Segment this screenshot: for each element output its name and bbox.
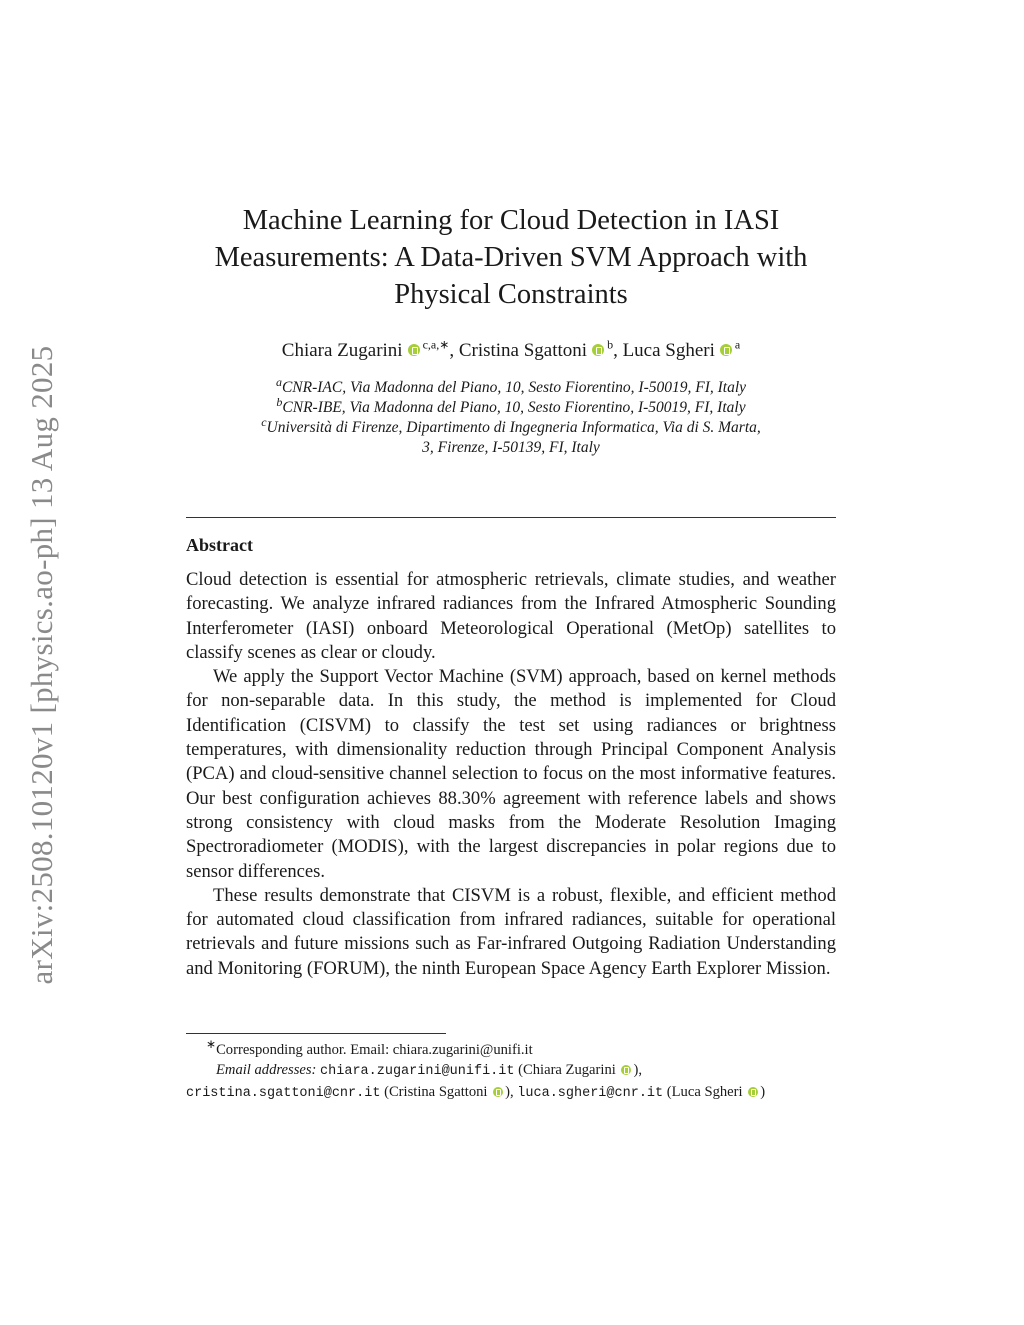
affiliation: $^c$Università di Firenze, Dipartimento di Ingegneria Informatica, Via di S. Marta, bbox=[261, 414, 761, 436]
orcid-icon[interactable] bbox=[621, 1065, 631, 1075]
author-affiliation-marks: a bbox=[734, 337, 741, 352]
arxiv-identifier-stamp: arXiv:2508.10120v1 [physics.ao-ph] 13 Aug 2025 bbox=[24, 345, 59, 985]
affiliation: 3, Firenze, I-50139, FI, Italy bbox=[422, 439, 600, 456]
abstract-paragraph: Cloud detection is essential for atmospheric retrievals, climate studies, and weather forecasting. We analyze infrared radiances from the Infrared Atmospheric Sounding Interferometer (IASI) onboard Meteorological Operational (MetOp) satellites to classify scenes as clear or cloudy. bbox=[186, 569, 836, 663]
email-label: Email addresses: bbox=[216, 1062, 317, 1078]
affiliation: $^a$CNR-IAC, Via Madonna del Piano, 10, Sesto Fiorentino, I-50019, FI, Italy bbox=[275, 374, 747, 396]
title-line: Measurements: A Data-Driven SVM Approach with bbox=[214, 242, 808, 273]
email-addresses-footnote: Email addresses: chiara.zugarini@unifi.it (Chiara Zugarini ), cristina.sgattoni@cnr.it (Cristina Sgattoni ), luca.sgheri@cnr.it (Luca Sgheri ) bbox=[186, 1062, 766, 1101]
orcid-icon[interactable] bbox=[592, 344, 604, 356]
author-list: Chiara Zugarini $^{c,a,∗}$, Cristina Sgattoni $^b$, Luca Sgheri $^a$ bbox=[281, 337, 741, 361]
title-line: Machine Learning for Cloud Detection in IASI bbox=[242, 205, 780, 236]
abstract-body bbox=[186, 568, 836, 981]
orcid-icon[interactable] bbox=[408, 344, 420, 356]
orcid-icon[interactable] bbox=[720, 344, 732, 356]
author-affiliation-marks: b bbox=[607, 337, 614, 352]
paper-title bbox=[186, 202, 836, 313]
orcid-icon[interactable] bbox=[748, 1087, 758, 1097]
author-affiliation-marks: c,a,∗ bbox=[422, 337, 450, 352]
abstract-top-rule bbox=[186, 517, 836, 518]
email-link[interactable]: chiara.zugarini@unifi.it bbox=[320, 1064, 515, 1079]
corresponding-author-footnote: ∗Corresponding author. Email: chiara.zugarini@unifi.it bbox=[206, 1037, 533, 1058]
abstract-paragraph: These results demonstrate that CISVM is a robust, flexible, and efficient method for automated cloud classification from infrared radiances, suitable for operational retrievals and future missions such as Far-infrared Outgoing Radiation Understanding and Monitoring (FORUM), the ninth European Space Agency Earth Explorer Mission. bbox=[186, 884, 836, 979]
affiliation: $^b$CNR-IBE, Via Madonna del Piano, 10, Sesto Fiorentino, I-50019, FI, Italy bbox=[276, 394, 746, 416]
abstract-paragraph: We apply the Support Vector Machine (SVM) approach, based on kernel methods for non-separable data. In this study, the method is implemented for Cloud Identification (CISVM) to classify the test set using radiances or brightness temperatures, with dimensionality reduction through Principal Component Analysis (PCA) and cloud-sensitive channel selection to focus on the most informative features. Our best configuration achieves 88.30% agreement with reference labels and shows strong consistency with cloud masks from the Moderate Resolution Imaging Spectroradiometer (MODIS), with the largest discrepancies in polar regions due to sensor differences. bbox=[186, 666, 836, 882]
author-name: Cristina Sgattoni bbox=[458, 340, 588, 361]
email-link[interactable]: luca.sgheri@cnr.it bbox=[517, 1086, 664, 1101]
email-link[interactable]: cristina.sgattoni@cnr.it bbox=[186, 1086, 381, 1101]
affiliations bbox=[186, 374, 836, 458]
abstract-heading: Abstract bbox=[186, 535, 253, 555]
author-name: Chiara Zugarini bbox=[281, 340, 403, 361]
footnotes bbox=[186, 1037, 836, 1104]
title-line: Physical Constraints bbox=[394, 279, 628, 310]
footnote-rule bbox=[186, 1033, 446, 1034]
author-name: Luca Sgheri bbox=[622, 340, 715, 361]
orcid-icon[interactable] bbox=[493, 1087, 503, 1097]
